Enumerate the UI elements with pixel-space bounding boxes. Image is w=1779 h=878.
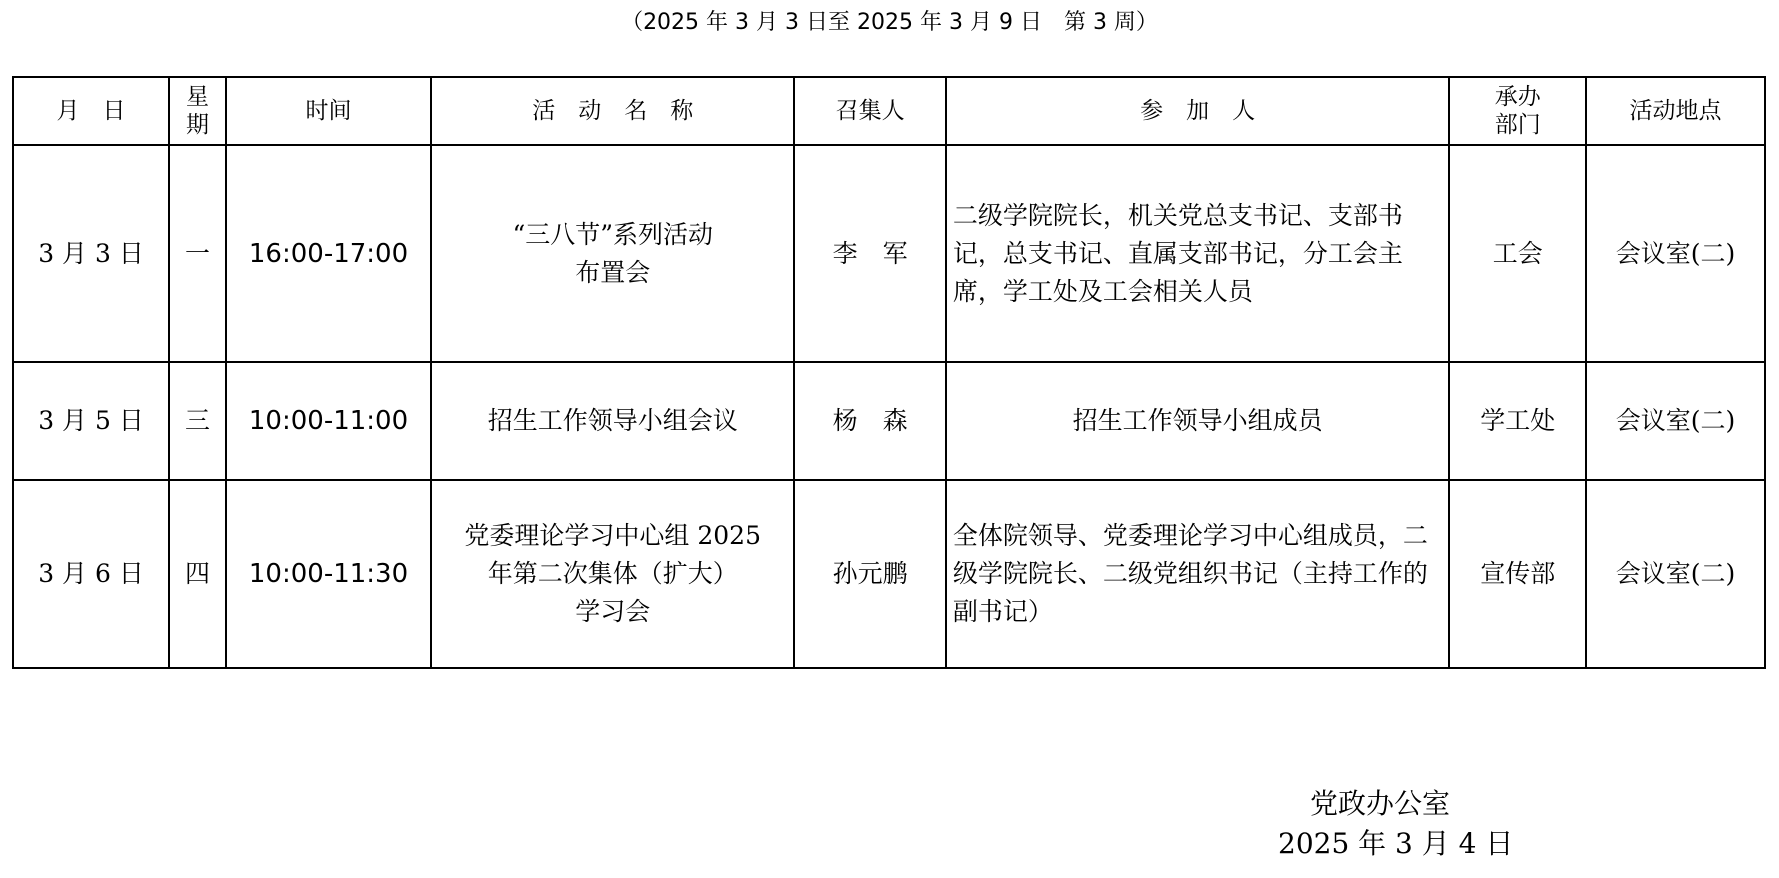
- row-convener: 孙元鹏: [794, 480, 946, 668]
- table-row: [13, 362, 1765, 480]
- header-convener: 召集人: [794, 77, 946, 145]
- header-weekday: 星 期: [169, 77, 226, 145]
- row-time: 10:00-11:30: [226, 480, 431, 668]
- row-date: 3 月 5 日: [13, 362, 169, 480]
- schedule-subtitle: （2025 年 3 月 3 日至 2025 年 3 月 9 日 第 3 周）: [621, 10, 1158, 35]
- issuing-office: 党政办公室: [1310, 787, 1451, 820]
- weekly-schedule-table: [12, 76, 1766, 669]
- table-row: [13, 480, 1765, 668]
- header-department: 承办 部门: [1449, 77, 1586, 145]
- row-weekday: 四: [169, 480, 226, 668]
- row-participants: 全体院领导、党委理论学习中心组成员，二级学院院长、二级党组织书记（主持工作的副书记）: [946, 480, 1450, 668]
- header-time: 时间: [226, 77, 431, 145]
- header-activity: 活 动 名 称: [431, 77, 794, 145]
- row-location: 会议室(二): [1586, 362, 1765, 480]
- row-convener: 杨 森: [794, 362, 946, 480]
- row-location: 会议室(二): [1586, 480, 1765, 668]
- row-location: 会议室(二): [1586, 145, 1765, 362]
- row-convener: 李 军: [794, 145, 946, 362]
- row-date: 3 月 6 日: [13, 480, 169, 668]
- row-time: 10:00-11:00: [226, 362, 431, 480]
- table-row: [13, 145, 1765, 362]
- header-location: 活动地点: [1586, 77, 1765, 145]
- row-department: 宣传部: [1449, 480, 1586, 668]
- row-time: 16:00-17:00: [226, 145, 431, 362]
- table-header-row: [13, 77, 1765, 145]
- row-department: 工会: [1449, 145, 1586, 362]
- row-activity: 招生工作领导小组会议: [431, 362, 794, 480]
- row-department: 学工处: [1449, 362, 1586, 480]
- row-participants: 二级学院院长，机关党总支书记、支部书记，总支书记、直属支部书记，分工会主席，学工处及工会相关人员: [946, 145, 1450, 362]
- row-participants: 招生工作领导小组成员: [946, 362, 1450, 480]
- row-weekday: 一: [169, 145, 226, 362]
- header-participants: 参 加 人: [946, 77, 1450, 145]
- row-weekday: 三: [169, 362, 226, 480]
- row-activity: 党委理论学习中心组 2025 年第二次集体（扩大） 学习会: [431, 480, 794, 668]
- issue-date: 2025 年 3 月 4 日: [1278, 827, 1514, 860]
- header-date: 月 日: [13, 77, 169, 145]
- row-activity: “三八节”系列活动 布置会: [431, 145, 794, 362]
- row-date: 3 月 3 日: [13, 145, 169, 362]
